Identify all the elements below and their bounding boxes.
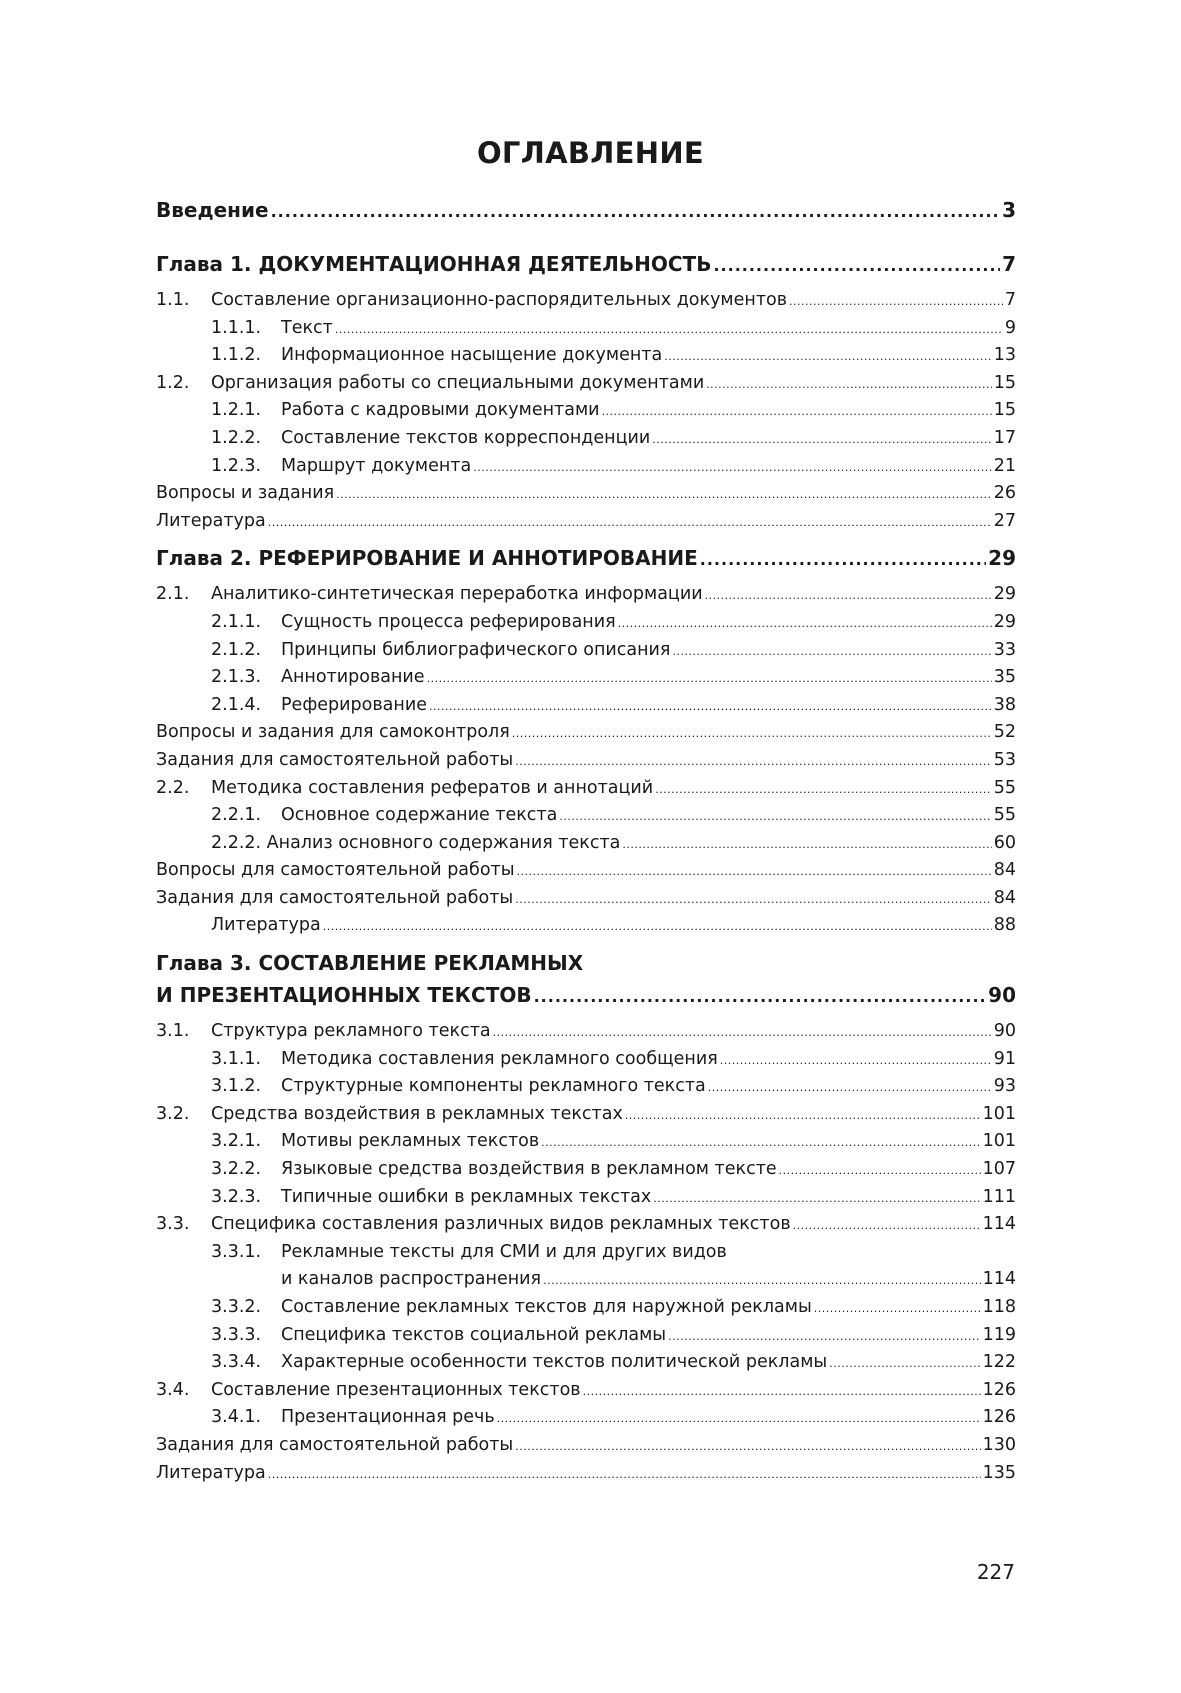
toc-entry-title: Вопросы и задания для самоконтроля xyxy=(156,722,510,743)
toc-entry-number: 1.1. xyxy=(156,290,190,310)
toc-entry-title: Средства воздействия в рекламных текстах xyxy=(211,1103,623,1124)
toc-chapter-3[interactable] xyxy=(156,983,1016,1013)
toc-entry-1-1-2[interactable] xyxy=(156,345,1016,373)
toc-entry-1-2-2[interactable] xyxy=(156,428,1016,456)
toc-entry-title: Информационное насыщение документа xyxy=(281,345,663,366)
toc-entry-self-control[interactable] xyxy=(156,722,1016,750)
toc-entry-page: 15 xyxy=(993,400,1016,421)
toc-chapter-title: И ПРЕЗЕНТАЦИОННЫХ ТЕКСТОВ xyxy=(156,983,532,1008)
toc-chapter-2[interactable] xyxy=(156,546,1016,576)
toc-entry-title: Литература xyxy=(211,915,321,936)
toc-entry-page: 90 xyxy=(993,1021,1016,1042)
dot-leader xyxy=(429,700,992,713)
toc-entry-title: Литература xyxy=(156,1462,266,1483)
toc-entry-3-1[interactable] xyxy=(156,1021,1016,1049)
page-title: ОГЛАВЛЕНИЕ xyxy=(476,136,704,170)
toc-entry-page: 29 xyxy=(993,584,1016,605)
toc-entry-number: 1.2.2. xyxy=(211,427,262,448)
dot-leader xyxy=(271,202,1001,221)
dot-leader xyxy=(497,1412,981,1425)
toc-entry-title: Организация работы со специальными документами xyxy=(211,372,705,393)
dot-leader xyxy=(559,810,991,823)
toc-entry-title: Вопросы для самостоятельной работы xyxy=(156,860,515,881)
toc-entry-number: 1.1.1. xyxy=(211,317,262,338)
toc-entry-number: 1.2.3. xyxy=(211,455,262,476)
toc-entry-title: Составление организационно-распорядительных документов xyxy=(211,290,788,310)
dot-leader xyxy=(779,1164,981,1177)
toc-entry-page: 17 xyxy=(993,427,1016,448)
toc-entry-3-3-1[interactable] xyxy=(156,1269,1016,1297)
dot-leader xyxy=(713,256,1000,275)
toc-entry-number: 2.1.3. xyxy=(211,667,262,688)
toc-entry-title: Составление текстов корреспонденции xyxy=(281,427,651,448)
toc-entry-title: Составление рекламных текстов для наружной рекламы xyxy=(281,1297,812,1317)
dot-leader xyxy=(493,1026,992,1039)
toc-entry-title: Текст xyxy=(281,317,333,338)
toc-entry-3-1-1[interactable] xyxy=(156,1049,1016,1077)
toc-entry-page: 88 xyxy=(993,915,1016,936)
dot-leader xyxy=(534,987,987,1006)
dot-leader xyxy=(814,1302,981,1315)
toc-entry-title: Рекламные тексты для СМИ и для других видов xyxy=(281,1241,727,1262)
toc-entry-number: 2.1. xyxy=(156,584,190,605)
toc-entry-number: 1.2.1. xyxy=(211,400,262,421)
toc-entry-literature-3[interactable] xyxy=(156,1463,1016,1491)
toc-entry-number: 3.3. xyxy=(156,1214,190,1235)
toc-entry-page: 13 xyxy=(993,345,1016,366)
dot-leader xyxy=(543,1274,981,1287)
dot-leader xyxy=(602,405,992,418)
table-of-contents xyxy=(156,198,1016,1490)
toc-entry-number: 1.1.2. xyxy=(211,345,262,366)
toc-entry-page: 122 xyxy=(982,1352,1016,1373)
toc-entry-title: Введение xyxy=(156,198,269,222)
dot-leader xyxy=(515,755,991,768)
dot-leader xyxy=(541,1136,980,1149)
toc-entry-page: 101 xyxy=(982,1131,1016,1152)
toc-chapter-page: 29 xyxy=(988,546,1016,571)
toc-entry-title: Литература xyxy=(156,510,266,531)
toc-entry-number: 3.2.3. xyxy=(211,1186,262,1207)
dot-leader xyxy=(793,1219,981,1232)
toc-entry-number: 2.2. xyxy=(156,777,190,798)
toc-entry-number: 3.1.2. xyxy=(211,1076,262,1097)
toc-entry-number: 3.2. xyxy=(156,1103,190,1124)
toc-entry-page: 101 xyxy=(982,1103,1016,1124)
toc-entry-title: Основное содержание текста xyxy=(281,805,558,826)
toc-entry-1-2-3[interactable] xyxy=(156,456,1016,484)
toc-entry-questions[interactable] xyxy=(156,483,1016,511)
toc-entry-title: Составление презентационных текстов xyxy=(211,1379,581,1400)
toc-entry-page: 35 xyxy=(993,667,1016,688)
dot-leader xyxy=(512,727,992,740)
toc-entry-2-2-2[interactable] xyxy=(156,833,1016,861)
toc-entry-title: Языковые средства воздействия в рекламном тексте xyxy=(281,1159,777,1180)
toc-entry-number: 3.2.2. xyxy=(211,1159,262,1180)
toc-entry-page: 114 xyxy=(982,1214,1016,1235)
dot-leader xyxy=(655,783,992,796)
dot-leader xyxy=(517,865,992,878)
toc-entry-page: 126 xyxy=(982,1379,1016,1400)
toc-entry-page: 118 xyxy=(982,1297,1016,1317)
toc-entry-title: Презентационная речь xyxy=(281,1407,495,1428)
toc-entry-number: 3.4. xyxy=(156,1379,190,1400)
toc-entry-page: 135 xyxy=(982,1462,1016,1483)
toc-entry-title: Принципы библиографического описания xyxy=(281,639,671,660)
toc-entry-page: 9 xyxy=(1004,317,1016,338)
toc-entry-title: Мотивы рекламных текстов xyxy=(281,1131,540,1152)
toc-entry-page: 111 xyxy=(982,1186,1016,1207)
toc-entry-number: 1.2. xyxy=(156,372,190,393)
dot-leader xyxy=(335,323,1003,336)
toc-entry-page: 55 xyxy=(993,805,1016,826)
toc-entry-1-1[interactable] xyxy=(156,290,1016,318)
toc-entry-3-2-3[interactable] xyxy=(156,1187,1016,1215)
toc-entry-title: и каналов распространения xyxy=(281,1269,542,1290)
toc-entry-page: 26 xyxy=(993,483,1016,504)
toc-entry-literature[interactable] xyxy=(156,511,1016,539)
toc-entry-number: 3.3.3. xyxy=(211,1324,262,1345)
toc-entry-number: 2.2.1. xyxy=(211,805,262,826)
toc-entry-title: Задания для самостоятельной работы xyxy=(156,749,514,770)
toc-chapter-title: Глава 1. ДОКУМЕНТАЦИОННАЯ ДЕЯТЕЛЬНОСТЬ xyxy=(156,252,712,276)
toc-entry-2-2-1[interactable] xyxy=(156,805,1016,833)
dot-leader xyxy=(700,550,986,569)
toc-entry-number: 3.1.1. xyxy=(211,1048,262,1069)
toc-entry-number: 3.3.1. xyxy=(211,1241,262,1262)
toc-entry-title: Специфика составления различных видов рекламных текстов xyxy=(211,1214,791,1235)
toc-entry-title: 2.2.2. Анализ основного содержания текста xyxy=(211,832,621,853)
toc-chapter-page: 7 xyxy=(1002,252,1016,276)
toc-entry-page: 21 xyxy=(993,455,1016,476)
dot-leader xyxy=(708,1081,992,1094)
dot-leader xyxy=(789,295,1003,308)
toc-entry-2-2[interactable] xyxy=(156,778,1016,806)
toc-entry-2-1-1[interactable] xyxy=(156,612,1016,640)
dot-leader xyxy=(653,1192,980,1205)
toc-entry-title: Задания для самостоятельной работы xyxy=(156,1434,514,1455)
dot-leader xyxy=(583,1385,981,1398)
toc-entry-2-1-4[interactable] xyxy=(156,695,1016,723)
toc-chapter-title: Глава 2. РЕФЕРИРОВАНИЕ И АННОТИРОВАНИЕ xyxy=(156,546,698,571)
toc-entry-number: 3.4.1. xyxy=(211,1407,262,1428)
toc-entry-number: 3.2.1. xyxy=(211,1131,262,1152)
toc-entry-3-2-1[interactable] xyxy=(156,1131,1016,1159)
toc-entry-page: 93 xyxy=(993,1076,1016,1097)
dot-leader xyxy=(672,645,991,658)
toc-entry-title: Работа с кадровыми документами xyxy=(281,400,600,421)
toc-entry-independent-work-2[interactable] xyxy=(156,888,1016,916)
toc-entry-3-3[interactable] xyxy=(156,1214,1016,1242)
dot-leader xyxy=(473,461,991,474)
toc-entry-3-4[interactable] xyxy=(156,1380,1016,1408)
page-number: 227 xyxy=(976,1560,1015,1584)
toc-entry-page: 7 xyxy=(1004,290,1016,310)
toc-entry-title: Маршрут документа xyxy=(281,455,472,476)
toc-entry-3-3-2[interactable] xyxy=(156,1297,1016,1325)
toc-entry-number: 3.3.2. xyxy=(211,1297,262,1317)
dot-leader xyxy=(705,589,992,602)
toc-entry-3-2[interactable] xyxy=(156,1104,1016,1132)
toc-entry-title: Структура рекламного текста xyxy=(211,1021,491,1042)
toc-entry-title: Специфика текстов социальной рекламы xyxy=(281,1324,667,1345)
dot-leader xyxy=(622,838,991,851)
dot-leader xyxy=(706,378,992,391)
toc-entry-title: Структурные компоненты рекламного текста xyxy=(281,1076,706,1097)
dot-leader xyxy=(652,433,991,446)
dot-leader xyxy=(268,516,992,529)
toc-entry-page: 119 xyxy=(982,1324,1016,1345)
toc-entry-page: 3 xyxy=(1002,198,1016,222)
toc-entry-page: 84 xyxy=(993,860,1016,881)
toc-entry-questions-independent[interactable] xyxy=(156,860,1016,888)
toc-entry-3-4-1[interactable] xyxy=(156,1407,1016,1435)
toc-entry-2-1-2[interactable] xyxy=(156,640,1016,668)
dot-leader xyxy=(664,350,992,363)
toc-entry-page: 114 xyxy=(982,1269,1016,1290)
toc-entry-title: Аналитико-синтетическая переработка информации xyxy=(211,584,703,605)
toc-entry-3-3-1-line1[interactable] xyxy=(156,1242,1016,1270)
dot-leader xyxy=(829,1357,980,1370)
toc-entry-intro[interactable] xyxy=(156,198,1016,228)
toc-entry-page: 91 xyxy=(993,1048,1016,1069)
toc-entry-1-1-1[interactable] xyxy=(156,318,1016,346)
toc-entry-2-1-3[interactable] xyxy=(156,667,1016,695)
toc-entry-number: 2.1.1. xyxy=(211,611,262,632)
toc-entry-page: 84 xyxy=(993,887,1016,908)
toc-entry-3-3-4[interactable] xyxy=(156,1352,1016,1380)
toc-entry-title: Методика составления рефератов и аннотаций xyxy=(211,777,654,798)
dot-leader xyxy=(515,893,991,906)
toc-entry-page: 33 xyxy=(993,639,1016,660)
toc-entry-page: 107 xyxy=(982,1159,1016,1180)
dot-leader xyxy=(720,1054,992,1067)
toc-entry-2-1[interactable] xyxy=(156,584,1016,612)
toc-entry-title: Реферирование xyxy=(281,694,427,715)
dot-leader xyxy=(625,1109,981,1122)
dot-leader xyxy=(515,1440,980,1453)
toc-entry-page: 38 xyxy=(993,694,1016,715)
toc-chapter-page: 90 xyxy=(988,983,1016,1008)
toc-chapter-1[interactable] xyxy=(156,252,1016,282)
toc-entry-title: Вопросы и задания xyxy=(156,483,335,504)
toc-entry-page: 15 xyxy=(993,372,1016,393)
toc-entry-page: 52 xyxy=(993,722,1016,743)
toc-entry-page: 130 xyxy=(982,1434,1016,1455)
toc-entry-page: 60 xyxy=(993,832,1016,853)
toc-entry-title: Задания для самостоятельной работы xyxy=(156,887,514,908)
toc-entry-3-1-2[interactable] xyxy=(156,1076,1016,1104)
toc-entry-number: 3.3.4. xyxy=(211,1352,262,1373)
toc-entry-title: Методика составления рекламного сообщения xyxy=(281,1048,718,1069)
toc-entry-1-2-1[interactable] xyxy=(156,400,1016,428)
toc-entry-number: 2.1.4. xyxy=(211,694,262,715)
toc-entry-title: Аннотирование xyxy=(281,667,425,688)
toc-entry-page: 126 xyxy=(982,1407,1016,1428)
toc-entry-3-2-2[interactable] xyxy=(156,1159,1016,1187)
dot-leader xyxy=(668,1330,980,1343)
dot-leader xyxy=(427,672,992,685)
toc-entry-page: 53 xyxy=(993,749,1016,770)
dot-leader xyxy=(323,920,992,933)
toc-entry-number: 3.1. xyxy=(156,1021,190,1042)
toc-entry-page: 27 xyxy=(993,510,1016,531)
toc-entry-number: 2.1.2. xyxy=(211,639,262,660)
toc-entry-page: 55 xyxy=(993,777,1016,798)
toc-chapter-3-line1[interactable]: Глава 3. СОСТАВЛЕНИЕ РЕКЛАМНЫХ xyxy=(156,951,584,976)
toc-entry-title: Характерные особенности текстов политической рекламы xyxy=(281,1352,828,1373)
dot-leader xyxy=(336,488,992,501)
dot-leader xyxy=(618,617,992,630)
toc-entry-literature-2[interactable] xyxy=(156,915,1016,943)
toc-entry-page: 29 xyxy=(993,611,1016,632)
toc-entry-independent-work[interactable] xyxy=(156,750,1016,778)
toc-entry-independent-work-3[interactable] xyxy=(156,1435,1016,1463)
dot-leader xyxy=(268,1468,981,1481)
toc-entry-1-2[interactable] xyxy=(156,373,1016,401)
toc-entry-title: Сущность процесса реферирования xyxy=(281,611,616,632)
toc-entry-title: Типичные ошибки в рекламных текстах xyxy=(281,1186,652,1207)
toc-entry-3-3-3[interactable] xyxy=(156,1325,1016,1353)
